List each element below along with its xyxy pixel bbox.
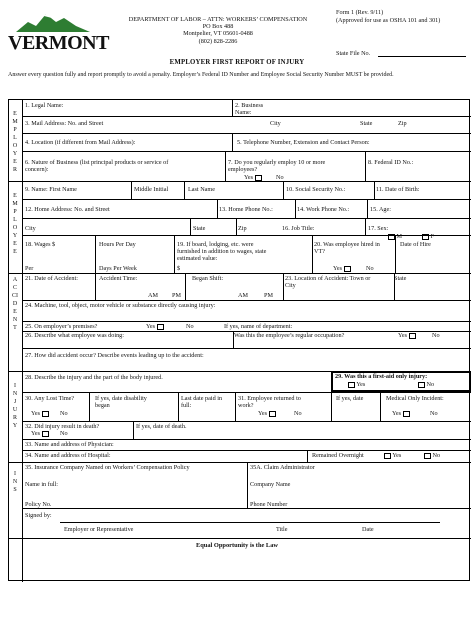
- returned-yes-checkbox[interactable]: [269, 411, 276, 417]
- employee-label: EMPLOYEE: [12, 193, 18, 255]
- overnight-label: Remained Overnight: [312, 452, 364, 459]
- employ-ten-yes-checkbox[interactable]: [255, 175, 262, 181]
- emp-state-label: State: [193, 225, 206, 232]
- nature-business-label: 6. Nature of Business (list principal products or service of: [25, 159, 169, 166]
- began-shift-label: Began Shift:: [192, 275, 224, 282]
- returned-label: 31. Employee returned to: [238, 395, 301, 402]
- vermont-logo: [8, 8, 109, 54]
- section-employer: [9, 110, 21, 174]
- work-phone-label: 14. Work Phone No.:: [297, 206, 350, 213]
- regular-occupation-label: Was this the employee’s regular occupation?: [234, 332, 345, 339]
- machine-label: 24. Machine, tool, object, motor vehicle or substance directly causing injury:: [25, 302, 216, 309]
- hired-vt-label2: VT?: [314, 248, 325, 255]
- premises-yes-checkbox[interactable]: [157, 324, 164, 330]
- hired-vt-yes[interactable]: Yes: [333, 265, 351, 272]
- premises-yes[interactable]: Yes: [146, 323, 164, 330]
- shift-pm: PM: [264, 292, 273, 299]
- ins-label: INS: [12, 471, 18, 493]
- lost-time-no[interactable]: No: [60, 410, 68, 417]
- location-accident-label: 23. Location of Accident: Town or: [285, 275, 371, 282]
- location-accident-label2: City: [285, 282, 296, 289]
- ssn-label: 10. Social Security No.:: [286, 186, 346, 193]
- employ-ten-label2: employees?: [228, 166, 258, 173]
- returned-date-label: If yes, date: [336, 395, 364, 402]
- days-week-label: Days Per Week: [99, 265, 137, 272]
- footer-eeo: Equal Opportunity is the Law: [195, 542, 279, 549]
- first-aid-label: 29. Was this a first-aid only injury:: [335, 373, 428, 380]
- first-name-label: 9. Name: First Name: [25, 186, 77, 193]
- insurance-label: 35. Insurance Company Named on Workers’ Compensation Policy: [25, 464, 190, 471]
- signed-by-label: Signed by:: [25, 512, 52, 519]
- premises-no[interactable]: No: [186, 323, 194, 330]
- federal-id-label: 8. Federal ID No.:: [368, 159, 414, 166]
- first-aid-no-checkbox[interactable]: [418, 382, 425, 388]
- employ-ten-no[interactable]: No: [276, 174, 284, 181]
- medical-yes-checkbox[interactable]: [403, 411, 410, 417]
- death-yes-checkbox[interactable]: [42, 431, 49, 437]
- zip-label: Zip: [398, 120, 407, 127]
- first-aid-yes-checkbox[interactable]: [348, 382, 355, 388]
- sex-f-checkbox[interactable]: [422, 234, 429, 240]
- premises-label: 25. On employer’s premises?: [25, 323, 98, 330]
- disability-label: If yes, date disability: [95, 395, 147, 402]
- emp-zip-label: Zip: [238, 225, 247, 232]
- board-label3: estimated value:: [177, 255, 218, 262]
- lost-time-yes-checkbox[interactable]: [42, 411, 49, 417]
- describe-injury-label: 28. Describe the injury and the part of the body injured.: [25, 374, 163, 381]
- location-label: 4. Location (if different from Mail Address):: [25, 139, 136, 146]
- employer-label: EMPLOYER: [12, 111, 18, 173]
- returned-no[interactable]: No: [294, 410, 302, 417]
- section-accident: [9, 276, 21, 332]
- overnight-yes-checkbox[interactable]: [384, 453, 391, 459]
- section-injury: [9, 382, 21, 430]
- department-address: DEPARTMENT OF LABOR – ATTN: WORKERS’ COMPENSATION PO Box 488 Montpelier, VT 05601-0488 (802) 828-2286: [128, 16, 308, 45]
- last-paid-label: Last date paid in: [181, 395, 223, 402]
- shift-am: AM: [238, 292, 248, 299]
- phone-number-label: Phone Number: [250, 501, 288, 508]
- overnight-no-checkbox[interactable]: [424, 453, 431, 459]
- city-label: City: [270, 120, 281, 127]
- regular-no[interactable]: No: [432, 332, 440, 339]
- name-full-label: Name in full:: [25, 481, 58, 488]
- acc-state-label: State: [394, 275, 407, 282]
- first-aid-yes[interactable]: Yes: [346, 381, 365, 388]
- overnight-no[interactable]: No: [422, 452, 440, 459]
- date-hire-label: Date of Hire: [400, 241, 431, 248]
- last-name-label: Last Name: [188, 186, 215, 193]
- injury-label: INJURY: [12, 383, 18, 429]
- overnight-yes[interactable]: Yes: [382, 452, 401, 459]
- legal-name-label: 1. Legal Name:: [25, 102, 64, 109]
- lost-time-label: 30. Any Lost Time?: [25, 395, 75, 402]
- sex-f[interactable]: F: [420, 233, 434, 240]
- hired-vt-yes-checkbox[interactable]: [344, 266, 351, 272]
- accident-time-label: Accident Time:: [99, 275, 138, 282]
- date-accident-label: 21. Date of Accident:: [25, 275, 78, 282]
- date-label: Date: [362, 526, 374, 533]
- sex-label: 17. Sex:: [368, 225, 389, 232]
- hired-vt-label: 20. Was employee hired in: [314, 241, 380, 248]
- instructions: Answer every question fully and report promptly to avoid a penalty. Employer’s Federal ID Number and Employee Social Security Number MUST be provided.: [8, 72, 394, 78]
- employ-ten-label: 7. Do you regularly employ 10 or more: [228, 159, 326, 166]
- death-no[interactable]: No: [60, 430, 68, 437]
- section-employee: [9, 192, 21, 256]
- regular-yes-checkbox[interactable]: [409, 333, 416, 339]
- lost-time-yes[interactable]: Yes: [31, 410, 49, 417]
- sex-m[interactable]: M: [386, 233, 402, 240]
- telephone-label: 5. Telephone Number, Extension and Contact Person:: [237, 139, 370, 146]
- first-aid-no[interactable]: No: [416, 381, 434, 388]
- returned-yes[interactable]: Yes: [258, 410, 276, 417]
- physician-label: 33. Name and address of Physician:: [25, 441, 114, 448]
- emp-city-label: City: [25, 225, 36, 232]
- mail-address-label: 3. Mail Address: No. and Street: [25, 120, 104, 127]
- job-title-label: 16. Job Title:: [282, 225, 315, 232]
- hired-vt-no[interactable]: No: [366, 265, 374, 272]
- form-number: Form 1 (Rev. 9/11): [336, 9, 384, 16]
- disability-label2: began: [95, 402, 110, 409]
- home-phone-label: 13. Home Phone No.:: [219, 206, 273, 213]
- state-file-label: State File No.: [336, 50, 371, 57]
- business-name-label2: Name:: [235, 109, 252, 116]
- hours-day-label: Hours Per Day: [99, 241, 136, 248]
- policy-label: Policy No.: [25, 501, 52, 508]
- mountain-logo-icon: [14, 8, 94, 34]
- dob-label: 11. Date of Birth:: [376, 186, 420, 193]
- medical-yes[interactable]: Yes: [392, 410, 410, 417]
- home-address-label: 12. Home Address: No. and Street: [25, 206, 110, 213]
- sex-m-checkbox[interactable]: [388, 234, 395, 240]
- medical-only-label: Medical Only Incident:: [386, 395, 444, 402]
- company-name-label: Company Name: [250, 481, 291, 488]
- board-label2: furnished in addition to wages, state: [177, 248, 267, 255]
- nature-business-label2: concern):: [25, 166, 49, 173]
- last-paid-label2: full:: [181, 402, 192, 409]
- accident-label: ACCIDENT: [12, 277, 18, 331]
- business-name-label: 2. Business: [235, 102, 264, 109]
- hospital-label: 34. Name and address of Hospital:: [25, 452, 111, 459]
- per-label: Per: [25, 265, 34, 272]
- claim-admin-label: 35A. Claim Administrator: [250, 464, 315, 471]
- logo-text: VERMONT: [8, 32, 109, 54]
- acc-am: AM: [148, 292, 158, 299]
- wages-label: 18. Wages $: [25, 241, 56, 248]
- age-label: 15. Age:: [370, 206, 391, 213]
- death-yes[interactable]: Yes: [31, 430, 49, 437]
- form-title: EMPLOYER FIRST REPORT OF INJURY: [169, 59, 305, 66]
- dollar-label: $: [177, 265, 181, 272]
- state-label: State: [360, 120, 373, 127]
- doing-label: 26. Describe what employee was doing:: [25, 332, 124, 339]
- death-label: 32. Did injury result in death?: [25, 423, 100, 430]
- department-label: If yes, name of department:: [224, 323, 293, 330]
- acc-pm: PM: [172, 292, 181, 299]
- how-occur-label: 27. How did accident occur? Describe events leading up to the accident:: [25, 352, 204, 359]
- medical-no[interactable]: No: [430, 410, 438, 417]
- regular-yes[interactable]: Yes: [398, 332, 416, 339]
- osha-approval: (Approved for use as OSHA 101 and 301): [336, 17, 441, 24]
- employer-rep-label: Employer or Representative: [64, 526, 134, 533]
- title-label: Title: [276, 526, 288, 533]
- board-label: 19. If board, lodging, etc. were: [177, 241, 254, 248]
- death-date-label: If yes, date of death.: [136, 423, 187, 430]
- section-ins: [9, 470, 21, 494]
- employ-ten-yes[interactable]: Yes: [244, 174, 262, 181]
- returned-label2: work?: [238, 402, 254, 409]
- middle-initial-label: Middle Initial: [134, 186, 169, 193]
